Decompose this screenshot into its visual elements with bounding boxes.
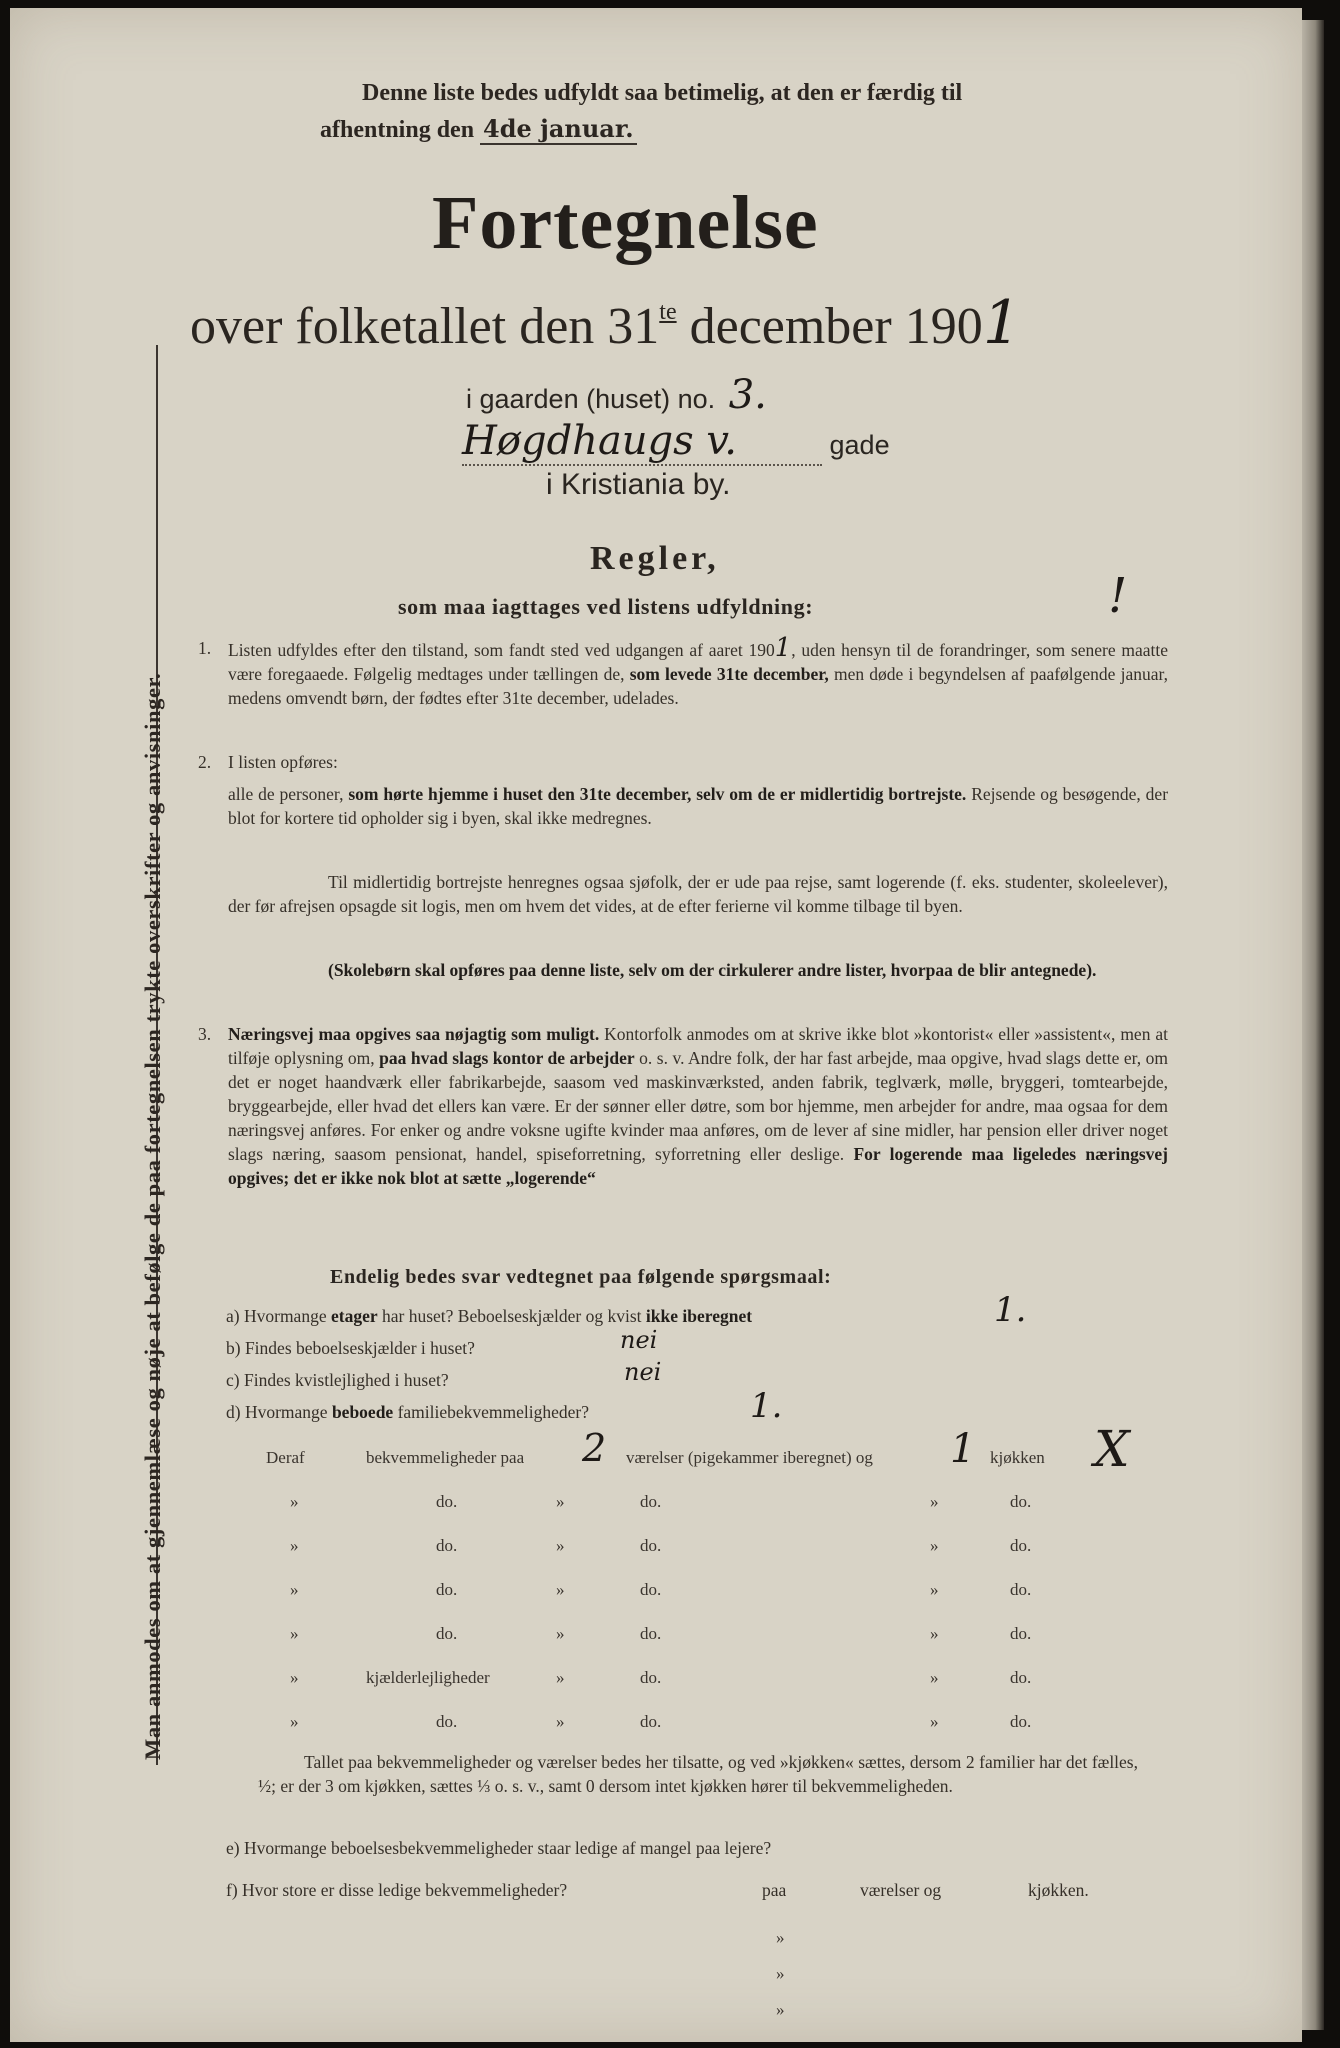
answer-d: 1. — [750, 1386, 783, 1426]
row-4-col-4: do. — [1010, 1624, 1032, 1643]
question-f-vaerelser: værelser og — [860, 1880, 942, 1900]
row-1-quote-2: » — [556, 1492, 565, 1511]
question-f-label: f) — [226, 1880, 238, 1900]
rule-1-part-a: Listen udfyldes efter den tilstand, som fandt sted ved udgangen af aaret 190 — [228, 640, 775, 660]
trailing-mark-1: » — [776, 1928, 785, 1947]
rule-3-text-2: o. s. v. Andre folk, der har fast arbejde, maa opgive, hvad slags dette er, om det er noget haandværk eller fabrikarbejde, saasom ved maskinværksted, anden fabrik, teglværk, mølle, bryggeri, tomtearbejde, bryggearbejde, eller hvad det ellers kan være. Er der sønner eller døtre, som bor hjemme, men arbejder for andre, maa ogsaa for dem næringsvej anføres. For enker og andre voksne ugifte kvinder maa anføres, om de lever af sine midler, har pension eller driver noget slags næring, saasom pensionat, handel, spiseforretning, syforretning eller deslige. — [228, 1048, 1169, 1164]
row-2-col-3: do. — [640, 1536, 662, 1555]
trailing-mark-2: » — [776, 1964, 785, 1983]
question-c-text: Findes kvistlejlighed i huset? — [243, 1370, 449, 1390]
row-5-quote-3: » — [930, 1668, 939, 1687]
row-4-quote-3: » — [930, 1624, 939, 1643]
question-c-label: c) — [226, 1370, 240, 1390]
row-5-quote-2: » — [556, 1668, 565, 1687]
row-5-col-4: do. — [1010, 1668, 1032, 1687]
house-line — [466, 372, 767, 418]
row-6-col-4: do. — [1010, 1712, 1032, 1731]
rule-2-para-1 — [228, 782, 1168, 830]
answer-c: nei — [624, 1358, 662, 1386]
table-header-bekvemmeligheder: bekvemmeligheder paa — [366, 1448, 525, 1467]
rule-3-bold-3: For logerende maa ligeledes næringsvej opgives; det er ikke nok blot at sætte „logerende“ — [228, 1144, 1169, 1188]
row-1-col-4: do. — [1010, 1492, 1032, 1511]
street-name: Høgdhaugs v. — [462, 418, 822, 466]
rule-1-bold: som levede 31te december, — [629, 664, 829, 684]
rule-1-handwritten-year: 1 — [774, 633, 792, 663]
city-line: i Kristiania by. — [546, 468, 731, 501]
question-a-bold-2: ikke iberegnet — [645, 1306, 753, 1326]
row-4-quote-1: » — [290, 1624, 299, 1643]
row-3-col-2: do. — [436, 1580, 458, 1599]
question-f — [226, 1880, 567, 1901]
table-header-kjokken: kjøkken — [990, 1448, 1045, 1467]
rules-subheading: som maa iagttages ved listens udfyldning: — [398, 594, 814, 619]
handwritten-year: 1 — [982, 288, 1021, 358]
question-e — [226, 1838, 771, 1859]
rule-1-part-b: , uden hensyn til de forandringer, som senere maatte være foregaaede. Følgelig medtages under tællingen de, — [228, 640, 1168, 684]
question-f-paa: paa — [762, 1880, 787, 1900]
rule-3-number: 3. — [198, 1024, 212, 1044]
rule-2-p3-bold: (Skolebørn skal opføres paa denne liste, selv om der cirkulerer andre lister, hvorpaa de blir antegnede). — [328, 960, 1097, 980]
question-a-text-b: har huset? Beboelseskjælder og kvist — [382, 1306, 642, 1326]
intro-prefix: afhentning den — [320, 117, 475, 143]
question-b-label: b) — [226, 1338, 241, 1358]
trailing-mark-3: » — [776, 2000, 785, 2019]
rule-2-p1-bold: som hørte hjemme i huset den 31te december, selv om de er midlertidig bortrejste. — [348, 784, 967, 804]
pickup-date: 4de januar. — [480, 114, 637, 145]
rule-1-number: 1. — [198, 638, 212, 658]
form-title: Fortegnelse — [432, 181, 819, 265]
rule-2-p1-b: Rejsende og besøgende, der blot for kortere tid opholder sig i byen, skal ikke medregnes. — [228, 784, 1169, 828]
row-3-col-3: do. — [640, 1580, 662, 1599]
answer-b: nei — [620, 1326, 658, 1354]
rule-2-head: I listen opføres: — [228, 752, 338, 772]
side-instruction: Man anmodes om at gjennemlæse og nøje at befølge de paa fortegnelsen trykte overskrifter og anvisninger. — [140, 672, 165, 1760]
question-f-text: Hvor store er disse ledige bekvemmeligheder? — [242, 1880, 568, 1900]
question-f-kjokken: kjøkken. — [1028, 1880, 1089, 1900]
answer-a: 1. — [994, 1290, 1027, 1330]
row-3-quote-2: » — [556, 1580, 565, 1599]
question-d-text-a: Hvormange — [244, 1402, 328, 1422]
rule-2-number: 2. — [198, 752, 212, 772]
question-c — [226, 1370, 449, 1391]
question-e-label: e) — [226, 1838, 240, 1858]
row-4-quote-2: » — [556, 1624, 565, 1643]
question-b — [226, 1338, 475, 1359]
house-number: 3. — [728, 372, 767, 418]
hand-rooms: 2 — [582, 1426, 607, 1470]
question-a — [226, 1306, 752, 1327]
question-d — [226, 1402, 589, 1423]
row-1-quote-3: » — [930, 1492, 939, 1511]
row-6-quote-2: » — [556, 1712, 565, 1731]
hand-kitchen: 1 — [950, 1426, 976, 1472]
intro-line-2 — [320, 114, 637, 144]
question-d-label: d) — [226, 1402, 241, 1422]
row-4-col-2: do. — [436, 1624, 458, 1643]
rule-1-part-c: men døde i begyndelsen af paafølgende januar, medens omvendt børn, der fødtes efter 31te december, udelades. — [228, 664, 1169, 708]
row-3-quote-3: » — [930, 1580, 939, 1599]
rule-3-text — [228, 1022, 1168, 1190]
row-3-quote-1: » — [290, 1580, 299, 1599]
row-5-col-2: kjælderlejligheder — [366, 1668, 490, 1687]
rule-2-p1-a: alle de personer, — [228, 784, 344, 804]
question-a-text-a: Hvormange — [243, 1306, 327, 1326]
rule-2-para-2: Til midlertidig bortrejste henregnes ogsaa sjøfolk, der er ude paa rejse, samt logerende (f. eks. studenter, skoleelever), der før afrejsen opsagde sit logis, men om hvem det vides, at de efter ferierne vil komme tilbage til byen. — [228, 872, 1168, 916]
rule-3-bold-1: Næringsvej maa opgives saa nøjagtig som muligt. — [228, 1024, 600, 1044]
row-4-col-3: do. — [640, 1624, 662, 1643]
intro-line-1: Denne liste bedes udfyldt saa betimelig, at den er færdig til — [362, 80, 963, 106]
street-suffix: gade — [829, 430, 890, 460]
question-b-text: Findes beboelseskjælder i huset? — [244, 1338, 475, 1358]
subtitle-sup: te — [659, 299, 677, 325]
subtitle-prefix: over folketallet den 31 — [190, 298, 660, 355]
page-edge — [1302, 20, 1324, 2030]
margin-mark: ! — [1108, 568, 1128, 624]
row-5-col-3: do. — [640, 1668, 662, 1687]
row-3-col-4: do. — [1010, 1580, 1032, 1599]
row-5-quote-1: » — [290, 1668, 299, 1687]
rule-3-bold-2: paa hvad slags kontor de arbejder — [379, 1048, 635, 1068]
row-2-quote-1: » — [290, 1536, 299, 1555]
questions-heading: Endelig bedes svar vedtegnet paa følgende spørgsmaal: — [330, 1266, 832, 1288]
hand-mark: X — [1094, 1420, 1130, 1478]
row-1-quote-1: » — [290, 1492, 299, 1511]
row-2-quote-2: » — [556, 1536, 565, 1555]
row-6-col-2: do. — [436, 1712, 458, 1731]
table-header-vaerelser: værelser (pigekammer iberegnet) og — [626, 1448, 873, 1467]
row-1-col-2: do. — [436, 1492, 458, 1511]
row-2-quote-3: » — [930, 1536, 939, 1555]
row-1-col-3: do. — [640, 1492, 662, 1511]
row-6-col-3: do. — [640, 1712, 662, 1731]
house-label: i gaarden (huset) no. — [466, 384, 716, 414]
street-line — [462, 418, 890, 466]
rule-1-text — [228, 633, 1169, 710]
rules-heading: Regler, — [590, 540, 720, 577]
row-6-quote-3: » — [930, 1712, 939, 1731]
row-2-col-2: do. — [436, 1536, 458, 1555]
question-d-text-b: familiebekvemmeligheder? — [397, 1402, 590, 1422]
subtitle-middle: december 190 — [676, 298, 983, 355]
table-deraf: Deraf — [266, 1448, 305, 1467]
row-2-col-4: do. — [1010, 1536, 1032, 1555]
row-6-quote-1: » — [290, 1712, 299, 1731]
question-d-bold: beboede — [331, 1402, 394, 1422]
question-e-text: Hvormange beboelsesbekvemmeligheder staar ledige af mangel paa lejere? — [243, 1838, 772, 1858]
question-a-label: a) — [226, 1306, 240, 1326]
table-note: Tallet paa bekvemmeligheder og værelser bedes her tilsatte, og ved »kjøkken« sættes, dersom 2 familier har det fælles, ½; er der 3 om kjøkken, sættes ⅓ o. s. v., samt 0 dersom intet kjøkken hører til bekvemmeligheden. — [258, 1752, 1138, 1796]
question-a-bold: etager — [330, 1306, 378, 1326]
rule-2-para-3 — [228, 958, 1168, 982]
form-subtitle — [190, 288, 1021, 358]
rule-3-text-1: Kontorfolk anmodes om at skrive ikke blot »kontorist« eller »assistent«, men at tilføje oplysning om, — [228, 1024, 1168, 1068]
